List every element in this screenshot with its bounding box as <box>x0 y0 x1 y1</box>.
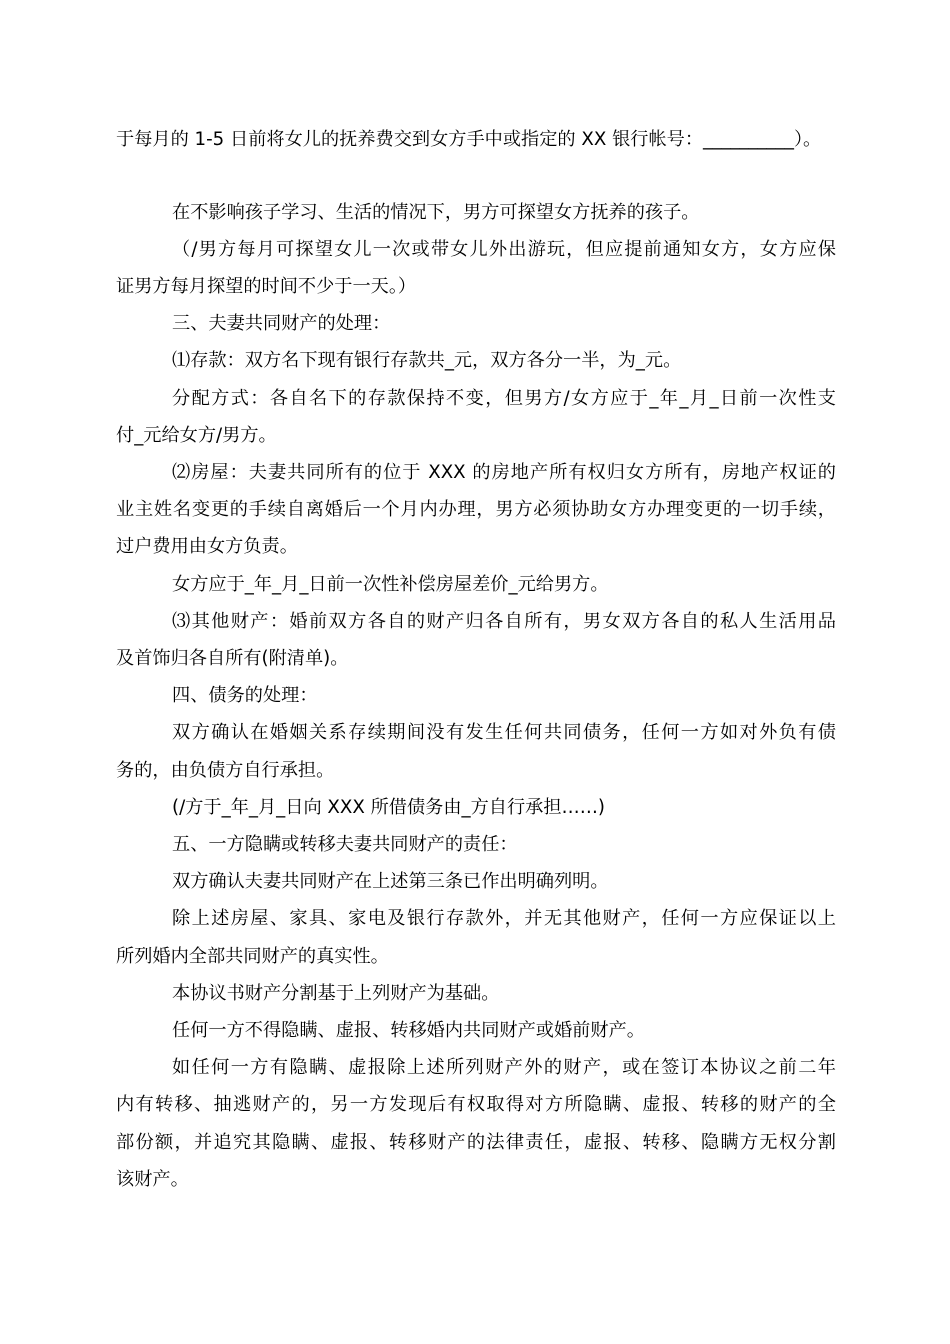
text-line: 证男方每月探望的时间不少于一天。） <box>116 276 417 297</box>
text-line: 双方确认夫妻共同财产在上述第三条已作出明确列明。 <box>172 871 609 892</box>
text-line: 该财产。 <box>116 1169 189 1190</box>
text-line: 部份额，并追究其隐瞒、虚报、转移财产的法律责任，虚报、转移、隐瞒方无权分割 <box>116 1132 836 1153</box>
text-line: ⑵房屋：夫妻共同所有的位于 XXX 的房地产所有权归女方所有，房地产权证的 <box>172 462 836 483</box>
text-line: （/男方每月可探望女儿一次或带女儿外出游玩，但应提前通知女方，女方应保 <box>172 239 836 260</box>
section-heading: 三、夫妻共同财产的处理： <box>172 313 391 334</box>
text-line: 任何一方不得隐瞒、虚报、转移婚内共同财产或婚前财产。 <box>172 1020 645 1041</box>
text-line: 付_元给女方/男方。 <box>116 425 277 446</box>
text-line: 女方应于_年_月_日前一次性补偿房屋差价_元给男方。 <box>172 574 609 595</box>
text-line: 及首饰归各自所有(附清单)。 <box>116 648 349 669</box>
section-heading: 五、一方隐瞒或转移夫妻共同财产的责任： <box>172 834 518 855</box>
text-line: 如任何一方有隐瞒、虚报除上述所列财产外的财产，或在签订本协议之前二年 <box>172 1057 836 1078</box>
text-line: ⑶其他财产：婚前双方各自的财产归各自所有，男女双方各自的私人生活用品 <box>172 611 836 632</box>
text-line: 在不影响孩子学习、生活的情况下，男方可探望女方抚养的孩子。 <box>172 202 700 223</box>
text-line: 务的，由负债方自行承担。 <box>116 760 335 781</box>
text-line: 本协议书财产分割基于上列财产为基础。 <box>172 983 500 1004</box>
text-line: 所列婚内全部共同财产的真实性。 <box>116 946 389 967</box>
text-line: 除上述房屋、家具、家电及银行存款外，并无其他财产，任何一方应保证以上 <box>172 908 836 929</box>
text-line: 业主姓名变更的手续自离婚后一个月内办理，男方必须协助女方办理变更的一切手续， <box>116 499 836 520</box>
text-line: 过户费用由女方负责。 <box>116 536 298 557</box>
text-line: ⑴存款：双方名下现有银行存款共_元，双方各分一半，为_元。 <box>172 350 682 371</box>
text-line: 双方确认在婚姻关系存续期间没有发生任何共同债务，任何一方如对外负有债 <box>172 722 836 743</box>
text-line: 分配方式：各自名下的存款保持不变，但男方/女方应于_年_月_日前一次性支 <box>172 388 836 409</box>
section-heading: 四、债务的处理： <box>172 685 318 706</box>
text-line: 于每月的 1-5 日前将女儿的抚养费交到女方手中或指定的 XX 银行帐号：__________）。 <box>116 129 822 150</box>
text-line: 内有转移、抽逃财产的，另一方发现后有权取得对方所隐瞒、虚报、转移的财产的全 <box>116 1094 836 1115</box>
text-line: (/方于_年_月_日向 XXX 所借债务由_方自行承担……) <box>172 797 606 818</box>
